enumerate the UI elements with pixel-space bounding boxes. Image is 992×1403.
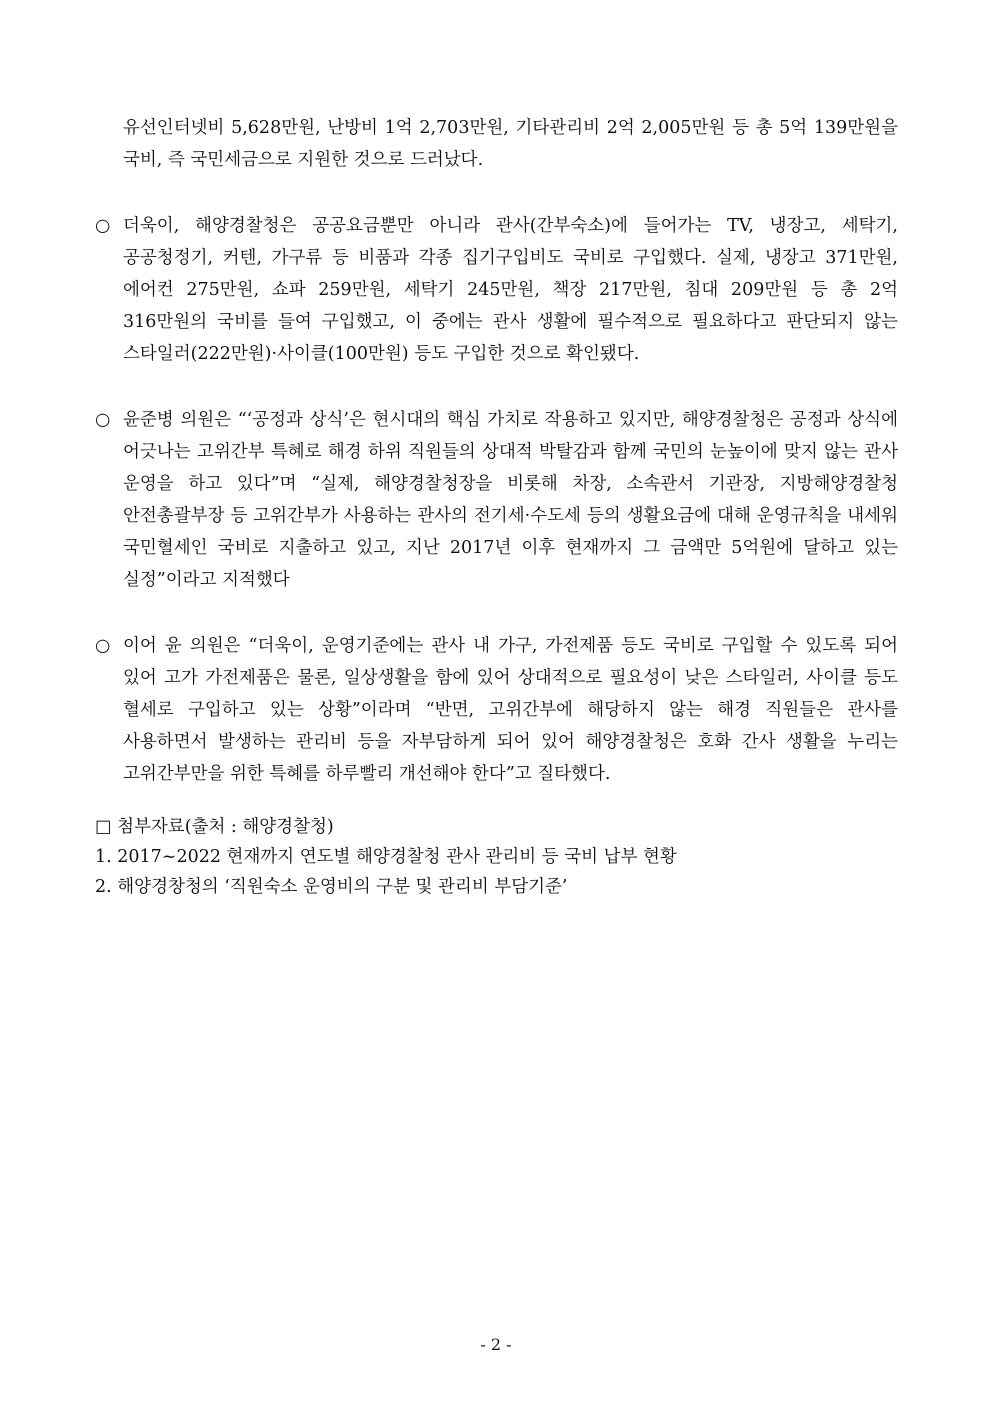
- paragraph-text: 더욱이, 해양경찰청은 공공요금뿐만 아니라 관사(간부숙소)에 들어가는 TV, 냉장고, 세탁기, 공공청정기, 커텐, 가구류 등 비품과 각종 집기구입비도 국비로 구입했다. 실제, 냉장고 371만원, 에어컨 275만원, 쇼파 259만원, 세탁기 245만원, 책장 217만원, 침대 209만원 등 총 2억 316만원의 국비를 들여 구입했고, 이 중에는 관사 생활에 필수적으로 필요하다고 판단되지 않는 스타일러(222만원)·사이클(100만원) 등도 구입한 것으로 확인됐다.: [123, 216, 898, 364]
- bullet-circle-icon: ○: [95, 410, 111, 430]
- attachments-heading: □ 첨부자료(출처 : 해양경찰청): [95, 817, 334, 837]
- paragraph-text: 윤준병 의원은 “‘공정과 상식’은 현시대의 핵심 가치로 작용하고 있지만, 해양경찰청은 공정과 상식에 어긋나는 고위간부 특혜로 해경 하위 직원들의 상대적 박탈감과 함께 국민의 눈높이에 맞지 않는 관사 운영을 하고 있다”며 “실제, 해양경찰청장을 비롯해 차장, 소속관서 기관장, 지방해양경찰청 안전총괄부장 등 고위간부가 사용하는 관사의 전기세·수도세 등의 생활요금에 대해 운영규칙을 내세워 국민혈세인 국비로 지출하고 있고, 지난 2017년 이후 현재까지 그 금액만 5억원에 달하고 있는 실정”이라고 지적했다: [123, 410, 898, 590]
- page-number: - 2 -: [480, 1335, 512, 1354]
- intro-continuation-text: 유선인터넷비 5,628만원, 난방비 1억 2,703만원, 기타관리비 2억 2,005만원 등 총 5억 139만원을 국비, 즉 국민세금으로 지원한 것으로 드러났다.: [123, 118, 898, 170]
- bullet-circle-icon: ○: [95, 636, 111, 656]
- bullet-circle-icon: ○: [95, 216, 111, 236]
- paragraph-lawmaker-criticism: [95, 630, 898, 790]
- attachment-item: 1. 2017~2022 현재까지 연도별 해양경찰청 관사 관리비 등 국비 납부 현황: [95, 847, 677, 867]
- attachment-item: 2. 해양경창청의 ‘직원숙소 운영비의 구분 및 관리비 부담기준’: [95, 877, 568, 897]
- attachments-section: [95, 812, 898, 902]
- paragraph-text: 이어 윤 의원은 “더욱이, 운영기준에는 관사 내 가구, 가전제품 등도 국비로 구입할 수 있도록 되어 있어 고가 가전제품은 물론, 일상생활을 함에 있어 상대적으로 필요성이 낮은 스타일러, 사이클 등도 혈세로 구입하고 있는 상황”이라며 “반면, 고위간부에 해당하지 않는 해경 직원들은 관사를 사용하면서 발생하는 관리비 등을 자부담하게 되어 있어 해양경찰청은 호화 간사 생활을 누리는 고위간부만을 위한 특혜를 하루빨리 개선해야 한다”고 질타했다.: [123, 636, 898, 784]
- paragraph-equipment-purchase: [95, 210, 898, 370]
- paragraph-lawmaker-statement: [95, 404, 898, 596]
- intro-continuation-paragraph: [95, 112, 898, 176]
- document-body: [95, 112, 898, 902]
